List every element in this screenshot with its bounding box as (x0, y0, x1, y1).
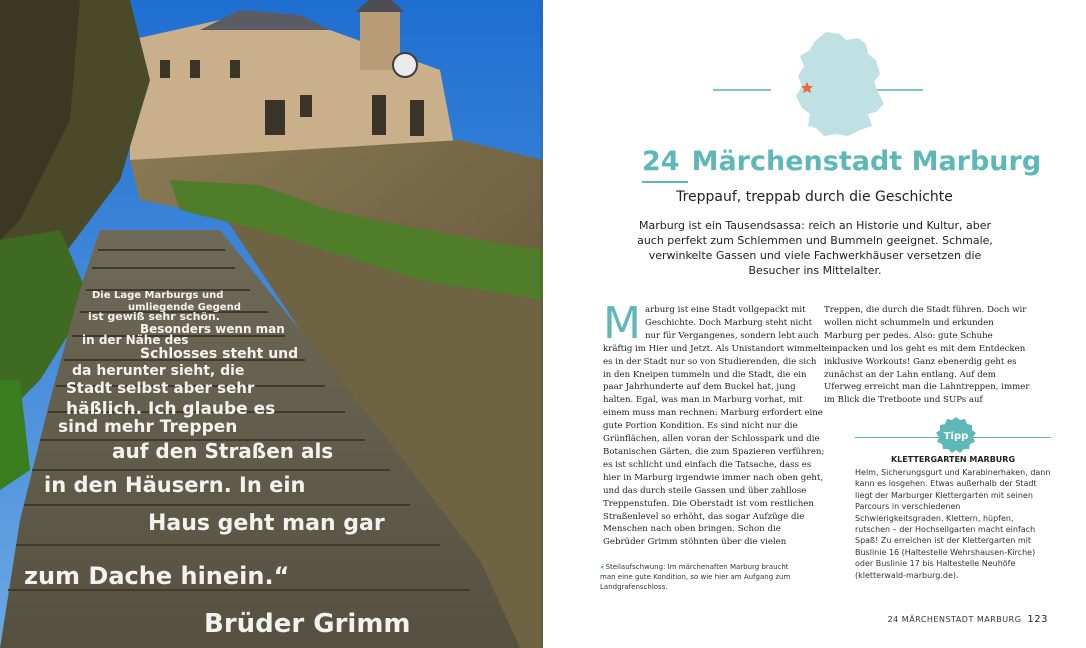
caption-arrow-icon: ◂ (600, 563, 604, 571)
stair-quote-line: Besonders wenn man (140, 322, 285, 336)
drop-cap: M (603, 298, 641, 349)
stair-quote-line: Schlosses steht und (140, 346, 299, 362)
tip-box (855, 431, 1051, 580)
footer-label: 24 MÄRCHENSTADT MARBURG (887, 615, 1022, 624)
right-page (543, 0, 1086, 648)
stair-quote-line: da herunter sieht, die (72, 363, 245, 379)
body-text-1: arburg ist eine Stadt vollgepackt mit Geschichte. Doch Marburg steht nicht nur für Vergangenes, sondern lebt auch kräftig im Hier und Jetzt. Als Unistandort wimmelt es in der Stadt nur so von Studierenden, die sich in den Kneipen tummeln und die Stadt, die ein paar Jahrhunderte auf dem Buckel hat, jung halten. Egal, was man in Marburg vorhat, mit einem muss man rechnen: Marburg erfordert eine gute Portion Kondition. Es sind nicht nur die Grünflächen, allen voran der Schlosspark und die Botanischen Gärten, die zum Spazieren verführen; es ist schlicht und einfach die Tatsache, dass es hier in Marburg irgendwie immer nach oben geht, und das durch steile Gassen und über zahllose Treppenstufen. Die Oberstadt ist vom restlichen Straßenlevel so erhöht, das sogar Aufzüge die Menschen nach oben bringen. Schon die Gebrüder Grimm stöhnten über die vielen (603, 305, 825, 548)
chapter-title-text: Märchenstadt Marburg (691, 146, 1042, 177)
stair-quote-line: Haus geht man gar (148, 511, 385, 536)
body-text-2: Treppen, die durch die Stadt führen. Doch wir wollen nicht schummeln und erkunden Marburg per pedes. Also: gute Schuhe einpacken und los geht es mit dem Entdecken inklusive Workouts! Ganz ebenerdig geht es zunächst an der Lahn entlang. Auf dem Uferweg erreicht man die Lahntreppen, immer im Blick die Tretboote und SUPs auf (824, 305, 1030, 406)
stair-quote-line: Die Lage Marburgs und (92, 290, 224, 301)
photo-caption (600, 562, 800, 592)
caption-text: Steilaufschwung: Im märchenaften Marburg braucht man eine gute Kondition, so wie hier am Aufgang zum Landgrafenschloss. (600, 563, 791, 591)
stair-quote-line: in den Häusern. In ein (44, 473, 306, 497)
chapter-subtitle: Treppauf, treppab durch die Geschichte (676, 189, 953, 205)
germany-map-icon (788, 30, 888, 138)
stair-quote-line: umliegende Gegend (128, 302, 241, 313)
stair-quote-line: sind mehr Treppen (58, 417, 238, 437)
map-rule-left (713, 89, 771, 91)
stair-quote-line: in der Nähe des (82, 333, 189, 347)
body-column-1 (603, 298, 825, 549)
page-footer (888, 614, 1048, 625)
tip-title: KLETTERGARTEN MARBURG (890, 455, 1016, 464)
chapter-number: 24 (642, 146, 680, 177)
stair-quote-line: Brüder Grimm (204, 609, 411, 639)
stair-quote-line: auf den Straßen als (112, 439, 334, 463)
stair-quote-line: häßlich. Ich glaube es (66, 399, 276, 419)
title-underline (642, 181, 688, 183)
stair-quote-line: zum Dache hinein.“ (24, 562, 290, 590)
body-column-2 (824, 304, 1034, 407)
page-number: 123 (1027, 614, 1048, 625)
chapter-title (642, 146, 1042, 177)
tip-badge-icon (935, 416, 977, 454)
tip-badge-label: Tipp (943, 431, 969, 442)
stair-quote-line: Stadt selbst aber sehr (66, 379, 255, 397)
tip-text: Helm, Sicherungsgurt und Karabinerhaken, dann kann es losgehen. Etwas außerhalb der Stadt liegt der Marburger Klettergarten mit seinen Parcours in verschiedenen Schwierigkeitsgraden. Klettern, hüpfen, rutschen – der Hochseilgarten macht einfach Spaß! Zu erreichen ist der Klettergarten mit Buslinie 16 (Haltestelle Wehrshausen-Kirche) oder Buslinie 17 bis Haltestelle Neuhöfe (kletterwald-marburg.de). (855, 468, 1051, 580)
chapter-intro: Marburg ist ein Tausendsassa: reich an Historie und Kultur, aber auch perfekt zum Schlemmen und Bummeln geeignet. Schmale, verwinkelte Gassen und viele Fachwerkhäuser versetzen die Besucher ins Mittelalter. (637, 219, 993, 277)
stair-quote-line: ist gewiß sehr schön. (88, 310, 220, 323)
